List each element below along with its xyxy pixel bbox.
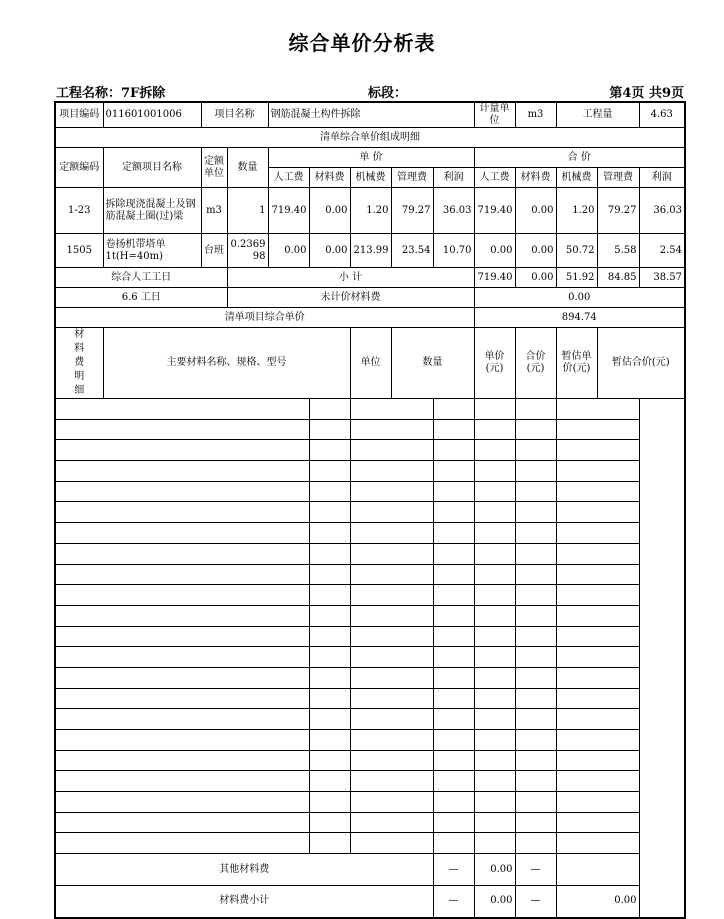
material-blank-row (55, 585, 685, 606)
material-blank-cell (474, 750, 515, 771)
material-blank-cell (515, 812, 556, 833)
material-blank-cell (474, 833, 515, 854)
material-blank-cell (55, 523, 309, 544)
material-blank-cell (55, 543, 309, 564)
material-blank-cell (309, 812, 350, 833)
material-blank-cell (55, 667, 309, 688)
material-blank-cell (556, 605, 639, 626)
material-blank-cell (515, 792, 556, 813)
col-material-est-price: 暂估单价(元) (556, 328, 597, 399)
material-blank-cell (433, 750, 474, 771)
material-blank-cell (55, 440, 309, 461)
col-quantity: 数量 (227, 148, 268, 188)
col-material-name: 主要材料名称、规格、型号 (103, 328, 350, 399)
material-blank-row (55, 833, 685, 854)
material-blank-row (55, 688, 685, 709)
material-blank-cell (309, 771, 350, 792)
material-subtotal-total: 0.00 (474, 886, 515, 918)
row-u-material: 0.00 (309, 188, 350, 234)
material-blank-cell (556, 730, 639, 751)
material-blank-cell (556, 792, 639, 813)
item-code: 011601001006 (103, 102, 201, 128)
subtotal-material: 0.00 (515, 268, 556, 288)
row-t-machine: 1.20 (556, 188, 597, 234)
material-blank-cell (515, 605, 556, 626)
row-unit: 台班 (201, 234, 227, 268)
row-t-labor: 719.40 (474, 188, 515, 234)
row-code: 1-23 (55, 188, 103, 234)
material-blank-row (55, 667, 685, 688)
material-blank-cell (556, 523, 639, 544)
material-blank-cell (556, 419, 639, 440)
material-blank-cell (55, 833, 309, 854)
material-blank-cell (55, 502, 309, 523)
material-blank-cell (433, 667, 474, 688)
section-label: 标段： (368, 86, 408, 101)
material-blank-cell (350, 730, 433, 751)
table-row (55, 234, 685, 268)
material-blank-cell (474, 461, 515, 482)
material-blank-cell (350, 771, 433, 792)
item-name: 钢筋混凝土构件拆除 (268, 102, 474, 128)
other-material-price: — (433, 854, 474, 886)
material-blank-cell (515, 688, 556, 709)
material-blank-cell (474, 502, 515, 523)
unit-value: m3 (515, 102, 556, 128)
material-blank-cell (350, 564, 433, 585)
other-material-est-total (556, 854, 639, 886)
qty-label: 工程量 (556, 102, 639, 128)
material-blank-cell (350, 543, 433, 564)
col-t-management: 管理费 (597, 168, 639, 188)
material-blank-cell (515, 502, 556, 523)
material-blank-row (55, 730, 685, 751)
material-blank-cell (515, 523, 556, 544)
material-blank-cell (433, 523, 474, 544)
material-subtotal-price: — (433, 886, 474, 918)
material-blank-cell (309, 399, 350, 420)
unpriced-value: 0.00 (474, 288, 685, 308)
material-blank-cell (309, 481, 350, 502)
material-blank-cell (55, 481, 309, 502)
material-blank-cell (309, 730, 350, 751)
material-blank-cell (309, 688, 350, 709)
subtotal-labor: 719.40 (474, 268, 515, 288)
material-blank-cell (350, 399, 433, 420)
material-blank-cell (55, 750, 309, 771)
material-blank-row (55, 419, 685, 440)
material-section-text: 材 料 费 明 细 (74, 329, 85, 396)
material-blank-cell (433, 564, 474, 585)
material-blank-cell (309, 792, 350, 813)
material-blank-row (55, 502, 685, 523)
material-blank-cell (474, 605, 515, 626)
material-blank-cell (433, 833, 474, 854)
subtotal-label: 小 计 (227, 268, 474, 288)
material-blank-cell (515, 481, 556, 502)
material-blank-cell (350, 667, 433, 688)
row-u-labor: 719.40 (268, 188, 309, 234)
material-blank-cell (309, 461, 350, 482)
material-subtotal-est-price: — (515, 886, 556, 918)
col-material-total: 合价(元) (515, 328, 556, 399)
material-blank-cell (556, 626, 639, 647)
material-blank-cell (350, 585, 433, 606)
material-blank-row (55, 605, 685, 626)
material-blank-cell (55, 399, 309, 420)
material-blank-cell (556, 667, 639, 688)
material-blank-cell (474, 523, 515, 544)
material-blank-cell (309, 667, 350, 688)
material-blank-cell (309, 605, 350, 626)
col-t-machine: 机械费 (556, 168, 597, 188)
subtotal-mgmt: 84.85 (597, 268, 639, 288)
material-blank-cell (55, 792, 309, 813)
material-blank-cell (55, 626, 309, 647)
col-quota-unit: 定额单位 (201, 148, 227, 188)
other-material-total: 0.00 (474, 854, 515, 886)
material-blank-cell (55, 771, 309, 792)
material-blank-row (55, 440, 685, 461)
table-row (55, 188, 685, 234)
row-unit: m3 (201, 188, 227, 234)
material-blank-row (55, 709, 685, 730)
material-blank-cell (433, 709, 474, 730)
material-blank-cell (433, 419, 474, 440)
material-blank-cell (309, 440, 350, 461)
col-unit-price: 单 价 (268, 148, 474, 168)
row-u-profit: 10.70 (433, 234, 474, 268)
material-blank-cell (350, 833, 433, 854)
material-blank-cell (474, 585, 515, 606)
material-blank-row (55, 523, 685, 544)
material-blank-cell (350, 709, 433, 730)
material-blank-cell (433, 502, 474, 523)
material-blank-cell (474, 564, 515, 585)
material-blank-cell (474, 688, 515, 709)
col-u-machine: 机械费 (350, 168, 391, 188)
material-blank-cell (55, 564, 309, 585)
material-blank-cell (556, 502, 639, 523)
row-qty: 0.236998 (227, 234, 268, 268)
row-code: 1505 (55, 234, 103, 268)
material-blank-cell (433, 440, 474, 461)
page-indicator: 第4页 共9页 (609, 86, 684, 101)
material-blank-cell (55, 812, 309, 833)
detail-caption: 清单综合单价组成明细 (55, 128, 685, 148)
material-blank-cell (309, 543, 350, 564)
material-blank-cell (474, 543, 515, 564)
material-blank-cell (350, 792, 433, 813)
subtotal-profit: 38.57 (639, 268, 685, 288)
material-blank-cell (433, 481, 474, 502)
material-blank-cell (309, 564, 350, 585)
material-blank-cell (515, 771, 556, 792)
row-u-machine: 1.20 (350, 188, 391, 234)
material-section-label (55, 328, 103, 399)
material-blank-cell (350, 461, 433, 482)
material-blank-cell (309, 626, 350, 647)
material-blank-cell (556, 771, 639, 792)
row-t-material: 0.00 (515, 234, 556, 268)
material-blank-cell (474, 792, 515, 813)
col-material-qty: 数量 (391, 328, 474, 399)
material-blank-cell (433, 605, 474, 626)
other-material-est-price: — (515, 854, 556, 886)
material-blank-row (55, 792, 685, 813)
material-subtotal-label: 材料费小计 (55, 886, 433, 918)
material-blank-row (55, 543, 685, 564)
subtotal-machine: 51.92 (556, 268, 597, 288)
material-blank-cell (350, 523, 433, 544)
col-quota-name: 定额项目名称 (103, 148, 201, 188)
material-blank-cell (556, 543, 639, 564)
material-blank-cell (433, 792, 474, 813)
row-t-machine: 50.72 (556, 234, 597, 268)
col-material-est-total: 暂估合价(元) (597, 328, 685, 399)
material-blank-cell (433, 543, 474, 564)
material-blank-cell (474, 481, 515, 502)
material-blank-cell (350, 647, 433, 668)
material-blank-row (55, 771, 685, 792)
material-blank-cell (556, 564, 639, 585)
material-blank-cell (350, 605, 433, 626)
row-u-mgmt: 23.54 (391, 234, 433, 268)
row-t-profit: 36.03 (639, 188, 685, 234)
material-blank-cell (350, 626, 433, 647)
material-blank-cell (515, 647, 556, 668)
row-u-material: 0.00 (309, 234, 350, 268)
material-blank-cell (433, 626, 474, 647)
labor-day-label: 综合人工工日 (55, 268, 227, 288)
material-blank-cell (515, 543, 556, 564)
material-subtotal-est-total: 0.00 (556, 886, 639, 918)
row-name: 拆除现浇混凝土及钢筋混凝土圈(过)梁 (103, 188, 201, 234)
material-blank-cell (515, 399, 556, 420)
material-blank-cell (55, 688, 309, 709)
item-code-label: 项目编码 (55, 102, 103, 128)
material-blank-cell (433, 771, 474, 792)
analysis-table (54, 101, 686, 919)
col-total-price: 合 价 (474, 148, 685, 168)
material-blank-cell (350, 502, 433, 523)
material-blank-cell (309, 750, 350, 771)
material-blank-cell (309, 833, 350, 854)
composite-label: 清单项目综合单价 (55, 308, 474, 328)
material-blank-cell (350, 812, 433, 833)
col-quota-code: 定额编码 (55, 148, 103, 188)
row-t-labor: 0.00 (474, 234, 515, 268)
material-blank-cell (515, 440, 556, 461)
material-blank-cell (515, 833, 556, 854)
material-blank-cell (515, 750, 556, 771)
row-t-mgmt: 79.27 (597, 188, 639, 234)
row-qty: 1 (227, 188, 268, 234)
material-blank-cell (309, 419, 350, 440)
material-blank-row (55, 626, 685, 647)
material-blank-cell (55, 461, 309, 482)
material-blank-cell (55, 419, 309, 440)
material-blank-cell (350, 688, 433, 709)
material-blank-cell (474, 419, 515, 440)
material-blank-cell (515, 419, 556, 440)
row-name: 卷扬机带塔单1t(H=40m) (103, 234, 201, 268)
unit-label: 计量单位 (474, 102, 515, 128)
material-blank-cell (309, 523, 350, 544)
material-blank-row (55, 481, 685, 502)
row-u-labor: 0.00 (268, 234, 309, 268)
material-blank-cell (309, 647, 350, 668)
material-blank-cell (350, 750, 433, 771)
row-u-mgmt: 79.27 (391, 188, 433, 234)
col-u-management: 管理费 (391, 168, 433, 188)
material-blank-cell (350, 440, 433, 461)
material-blank-cell (515, 585, 556, 606)
material-blank-cell (474, 626, 515, 647)
material-blank-cell (474, 647, 515, 668)
material-blank-cell (350, 481, 433, 502)
row-t-material: 0.00 (515, 188, 556, 234)
material-blank-cell (433, 461, 474, 482)
material-blank-cell (433, 730, 474, 751)
material-blank-cell (433, 585, 474, 606)
material-blank-row (55, 812, 685, 833)
row-t-profit: 2.54 (639, 234, 685, 268)
material-blank-row (55, 461, 685, 482)
material-blank-row (55, 750, 685, 771)
material-blank-cell (55, 709, 309, 730)
material-blank-cell (55, 585, 309, 606)
material-blank-cell (556, 461, 639, 482)
material-blank-cell (474, 709, 515, 730)
material-blank-cell (515, 564, 556, 585)
col-material-price: 单价(元) (474, 328, 515, 399)
material-blank-cell (309, 709, 350, 730)
material-blank-cell (556, 440, 639, 461)
material-blank-cell (55, 730, 309, 751)
material-blank-cell (474, 812, 515, 833)
material-blank-cell (556, 399, 639, 420)
material-blank-row (55, 564, 685, 585)
col-u-material: 材料费 (309, 168, 350, 188)
project-name: 工程名称：7F拆除 (56, 86, 166, 101)
material-blank-cell (515, 730, 556, 751)
material-blank-cell (556, 833, 639, 854)
other-material-label: 其他材料费 (55, 854, 433, 886)
col-t-material: 材料费 (515, 168, 556, 188)
row-t-mgmt: 5.58 (597, 234, 639, 268)
material-blank-cell (556, 709, 639, 730)
row-u-machine: 213.99 (350, 234, 391, 268)
unpriced-label: 未计价材料费 (227, 288, 474, 308)
material-blank-cell (433, 647, 474, 668)
material-blank-cell (433, 399, 474, 420)
material-blank-cell (474, 399, 515, 420)
material-blank-cell (556, 812, 639, 833)
labor-day-value: 6.6 工日 (55, 288, 227, 308)
material-blank-row (55, 647, 685, 668)
composite-value: 894.74 (474, 308, 685, 328)
material-blank-cell (515, 709, 556, 730)
col-material-unit: 单位 (350, 328, 391, 399)
material-blank-cell (515, 461, 556, 482)
material-blank-cell (433, 812, 474, 833)
material-blank-cell (474, 771, 515, 792)
material-blank-cell (556, 750, 639, 771)
col-u-labor: 人工费 (268, 168, 309, 188)
col-t-labor: 人工费 (474, 168, 515, 188)
material-blank-cell (556, 585, 639, 606)
material-blank-row (55, 399, 685, 420)
material-blank-cell (309, 585, 350, 606)
row-u-profit: 36.03 (433, 188, 474, 234)
material-blank-cell (55, 605, 309, 626)
material-blank-cell (474, 667, 515, 688)
material-blank-cell (474, 440, 515, 461)
material-blank-cell (350, 419, 433, 440)
item-name-label: 项目名称 (201, 102, 268, 128)
material-blank-cell (515, 667, 556, 688)
material-blank-cell (433, 688, 474, 709)
material-blank-cell (556, 481, 639, 502)
material-blank-cell (515, 626, 556, 647)
material-blank-cell (55, 647, 309, 668)
material-blank-cell (556, 647, 639, 668)
col-u-profit: 利润 (433, 168, 474, 188)
material-blank-cell (556, 688, 639, 709)
col-t-profit: 利润 (639, 168, 685, 188)
qty-value: 4.63 (639, 102, 685, 128)
material-blank-cell (474, 730, 515, 751)
page-title: 综合单价分析表 (288, 31, 436, 55)
material-blank-cell (309, 502, 350, 523)
